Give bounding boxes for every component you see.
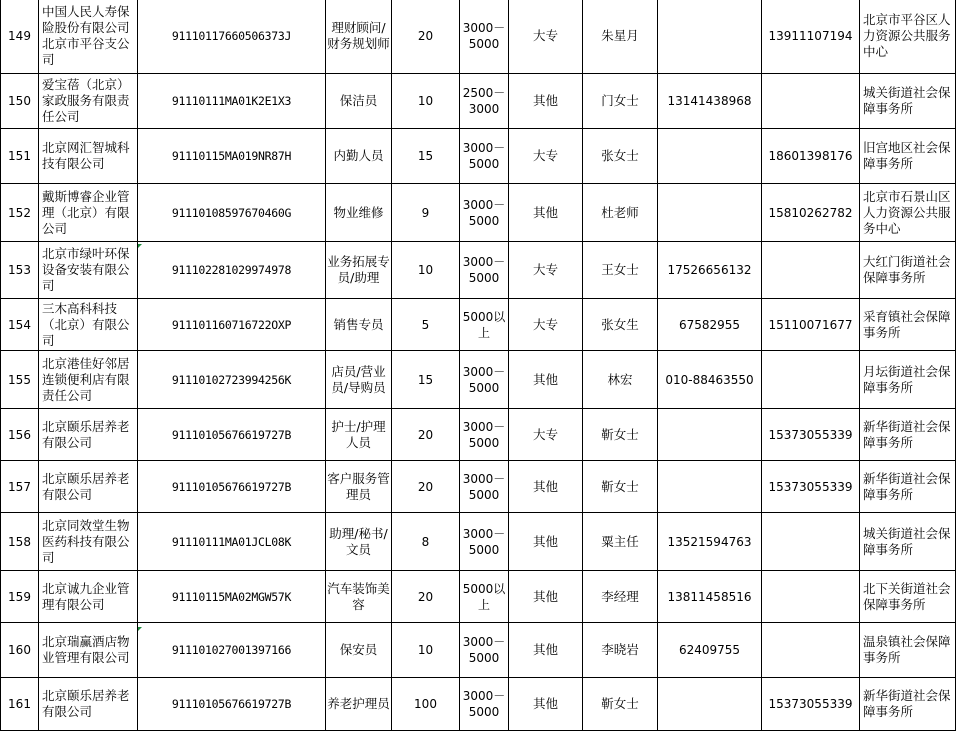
headcount-cell[interactable]: 10	[392, 242, 460, 299]
headcount-cell[interactable]: 5	[392, 299, 460, 351]
service-office-cell[interactable]: 新华街道社会保障事务所	[860, 409, 956, 461]
phone-cell[interactable]	[658, 409, 762, 461]
position-cell[interactable]: 销售专员	[326, 299, 392, 351]
education-cell[interactable]: 其他	[509, 74, 583, 129]
credit-code-cell[interactable]: 91110111MA01JCL08K	[138, 513, 326, 571]
credit-code-cell[interactable]: 911102281029974978	[138, 242, 326, 299]
company-name-cell[interactable]: 北京颐乐居养老有限公司	[39, 409, 138, 461]
contact-person-cell[interactable]: 门女士	[583, 74, 658, 129]
company-name-cell[interactable]: 北京港佳好邻居连锁便利店有限责任公司	[39, 351, 138, 409]
service-office-cell[interactable]: 大红门街道社会保障事务所	[860, 242, 956, 299]
headcount-cell[interactable]: 10	[392, 74, 460, 129]
credit-code-cell[interactable]: 91110115MA02MGW57K	[138, 571, 326, 623]
credit-code-cell[interactable]: 911101027001397166	[138, 623, 326, 678]
table-row	[1, 242, 956, 299]
company-name-cell[interactable]: 中国人民人寿保险股份有限公司北京市平谷支公司	[39, 0, 138, 74]
cell-comment-marker	[138, 244, 142, 248]
company-name-cell[interactable]: 北京颐乐居养老有限公司	[39, 678, 138, 731]
table-row	[1, 299, 956, 351]
education-cell[interactable]: 大专	[509, 242, 583, 299]
position-cell[interactable]: 保安员	[326, 623, 392, 678]
mobile-cell[interactable]: 15373055339	[762, 461, 860, 513]
contact-person-cell[interactable]: 靳女士	[583, 409, 658, 461]
salary-cell[interactable]: 5000以上	[460, 571, 509, 623]
mobile-cell[interactable]	[762, 623, 860, 678]
salary-cell[interactable]: 3000－5000	[460, 678, 509, 731]
row-number-cell[interactable]: 158	[1, 513, 39, 571]
table-row	[1, 571, 956, 623]
credit-code-cell[interactable]: 91110105676619727B	[138, 678, 326, 731]
service-office-cell[interactable]: 北京市石景山区人力资源公共服务中心	[860, 184, 956, 242]
education-cell[interactable]: 大专	[509, 299, 583, 351]
table-row	[1, 184, 956, 242]
headcount-cell[interactable]: 100	[392, 678, 460, 731]
education-cell[interactable]: 其他	[509, 678, 583, 731]
salary-cell[interactable]: 3000－5000	[460, 184, 509, 242]
row-number-cell[interactable]: 152	[1, 184, 39, 242]
table-row	[1, 461, 956, 513]
position-cell[interactable]: 养老护理员	[326, 678, 392, 731]
phone-cell[interactable]	[658, 461, 762, 513]
service-office-cell[interactable]: 新华街道社会保障事务所	[860, 678, 956, 731]
table-row	[1, 678, 956, 731]
phone-cell[interactable]: 67582955	[658, 299, 762, 351]
row-number-cell[interactable]: 155	[1, 351, 39, 409]
mobile-cell[interactable]	[762, 513, 860, 571]
education-cell[interactable]: 其他	[509, 571, 583, 623]
salary-cell[interactable]: 2500－3000	[460, 74, 509, 129]
company-name-cell[interactable]: 三木高科科技（北京）有限公司	[39, 299, 138, 351]
row-number-cell[interactable]: 150	[1, 74, 39, 129]
salary-cell[interactable]: 3000－5000	[460, 461, 509, 513]
credit-code-cell[interactable]: 91110117660506373J	[138, 0, 326, 74]
mobile-cell[interactable]: 15110071677	[762, 299, 860, 351]
education-cell[interactable]: 其他	[509, 461, 583, 513]
credit-code-cell[interactable]: 911101160716722OXP	[138, 299, 326, 351]
contact-person-cell[interactable]: 粟主任	[583, 513, 658, 571]
table-row	[1, 351, 956, 409]
headcount-cell[interactable]: 20	[392, 571, 460, 623]
position-cell[interactable]: 业务拓展专员/助理	[326, 242, 392, 299]
phone-cell[interactable]: 62409755	[658, 623, 762, 678]
table-row	[1, 129, 956, 184]
contact-person-cell[interactable]: 张女士	[583, 129, 658, 184]
contact-person-cell[interactable]: 林宏	[583, 351, 658, 409]
row-number-cell[interactable]: 154	[1, 299, 39, 351]
headcount-cell[interactable]: 8	[392, 513, 460, 571]
credit-code-cell[interactable]: 91110105676619727B	[138, 409, 326, 461]
salary-cell[interactable]: 3000－5000	[460, 623, 509, 678]
headcount-cell[interactable]: 20	[392, 0, 460, 74]
table-row	[1, 74, 956, 129]
salary-cell[interactable]: 3000－5000	[460, 129, 509, 184]
contact-person-cell[interactable]: 靳女士	[583, 678, 658, 731]
company-name-cell[interactable]: 北京诚九企业管理有限公司	[39, 571, 138, 623]
salary-cell[interactable]: 3000－5000	[460, 409, 509, 461]
row-number-cell[interactable]: 161	[1, 678, 39, 731]
phone-cell[interactable]	[658, 678, 762, 731]
contact-person-cell[interactable]: 朱星月	[583, 0, 658, 74]
table-body	[1, 0, 956, 731]
phone-cell[interactable]: 010-88463550	[658, 351, 762, 409]
company-name-cell[interactable]: 戴斯博睿企业管理（北京）有限公司	[39, 184, 138, 242]
table-row	[1, 513, 956, 571]
company-name-cell[interactable]: 北京市绿叶环保设备安装有限公司	[39, 242, 138, 299]
headcount-cell[interactable]: 10	[392, 623, 460, 678]
phone-cell[interactable]: 13141438968	[658, 74, 762, 129]
contact-person-cell[interactable]: 张女生	[583, 299, 658, 351]
education-cell[interactable]: 其他	[509, 623, 583, 678]
education-cell[interactable]: 其他	[509, 351, 583, 409]
company-name-cell[interactable]: 北京同效堂生物医药科技有限公司	[39, 513, 138, 571]
education-cell[interactable]: 其他	[509, 184, 583, 242]
service-office-cell[interactable]: 城关街道社会保障事务所	[860, 513, 956, 571]
position-cell[interactable]: 助理/秘书/文员	[326, 513, 392, 571]
credit-code-cell[interactable]: 91110115MA019NR87H	[138, 129, 326, 184]
row-number-cell[interactable]: 160	[1, 623, 39, 678]
credit-code-cell[interactable]: 91110105676619727B	[138, 461, 326, 513]
mobile-cell[interactable]: 18601398176	[762, 129, 860, 184]
service-office-cell[interactable]: 旧宫地区社会保障事务所	[860, 129, 956, 184]
contact-person-cell[interactable]: 李晓岩	[583, 623, 658, 678]
salary-cell[interactable]: 3000－5000	[460, 0, 509, 74]
mobile-cell[interactable]	[762, 351, 860, 409]
phone-cell[interactable]	[658, 184, 762, 242]
table-row	[1, 623, 956, 678]
position-cell[interactable]: 理财顾问/财务规划师	[326, 0, 392, 74]
row-number-cell[interactable]: 153	[1, 242, 39, 299]
mobile-cell[interactable]	[762, 571, 860, 623]
headcount-cell[interactable]: 15	[392, 351, 460, 409]
cell-comment-marker	[138, 627, 142, 631]
row-number-cell[interactable]: 156	[1, 409, 39, 461]
salary-cell[interactable]: 5000以上	[460, 299, 509, 351]
salary-cell[interactable]: 3000－5000	[460, 351, 509, 409]
education-cell[interactable]: 大专	[509, 409, 583, 461]
contact-person-cell[interactable]: 李经理	[583, 571, 658, 623]
table-row	[1, 409, 956, 461]
position-cell[interactable]: 保洁员	[326, 74, 392, 129]
contact-person-cell[interactable]: 靳女士	[583, 461, 658, 513]
mobile-cell[interactable]: 15373055339	[762, 409, 860, 461]
mobile-cell[interactable]	[762, 74, 860, 129]
service-office-cell[interactable]: 温泉镇社会保障事务所	[860, 623, 956, 678]
position-cell[interactable]: 店员/营业员/导购员	[326, 351, 392, 409]
position-cell[interactable]: 物业维修	[326, 184, 392, 242]
company-name-cell[interactable]: 北京颐乐居养老有限公司	[39, 461, 138, 513]
phone-cell[interactable]	[658, 129, 762, 184]
mobile-cell[interactable]	[762, 242, 860, 299]
education-cell[interactable]: 大专	[509, 0, 583, 74]
service-office-cell[interactable]: 新华街道社会保障事务所	[860, 461, 956, 513]
service-office-cell[interactable]: 北下关街道社会保障事务所	[860, 571, 956, 623]
contact-person-cell[interactable]: 杜老师	[583, 184, 658, 242]
headcount-cell[interactable]: 15	[392, 129, 460, 184]
service-office-cell[interactable]: 月坛街道社会保障事务所	[860, 351, 956, 409]
salary-cell[interactable]: 3000－5000	[460, 242, 509, 299]
credit-code-cell[interactable]: 91110102723994256K	[138, 351, 326, 409]
row-number-cell[interactable]: 149	[1, 0, 39, 74]
company-name-cell[interactable]: 爱宝蓓（北京）家政服务有限责任公司	[39, 74, 138, 129]
credit-code-cell[interactable]: 91110111MA01K2E1X3	[138, 74, 326, 129]
headcount-cell[interactable]: 20	[392, 461, 460, 513]
position-cell[interactable]: 护士/护理人员	[326, 409, 392, 461]
mobile-cell[interactable]: 15810262782	[762, 184, 860, 242]
phone-cell[interactable]	[658, 0, 762, 74]
row-number-cell[interactable]: 157	[1, 461, 39, 513]
phone-cell[interactable]: 17526656132	[658, 242, 762, 299]
headcount-cell[interactable]: 9	[392, 184, 460, 242]
company-name-cell[interactable]: 北京瑞赢酒店物业管理有限公司	[39, 623, 138, 678]
phone-cell[interactable]: 13811458516	[658, 571, 762, 623]
row-number-cell[interactable]: 151	[1, 129, 39, 184]
credit-code-cell[interactable]: 91110108597670460G	[138, 184, 326, 242]
service-office-cell[interactable]: 北京市平谷区人力资源公共服务中心	[860, 0, 956, 74]
contact-person-cell[interactable]: 王女士	[583, 242, 658, 299]
position-cell[interactable]: 客户服务管理员	[326, 461, 392, 513]
mobile-cell[interactable]: 13911107194	[762, 0, 860, 74]
phone-cell[interactable]: 13521594763	[658, 513, 762, 571]
headcount-cell[interactable]: 20	[392, 409, 460, 461]
row-number-cell[interactable]: 159	[1, 571, 39, 623]
salary-cell[interactable]: 3000－5000	[460, 513, 509, 571]
service-office-cell[interactable]: 城关街道社会保障事务所	[860, 74, 956, 129]
position-cell[interactable]: 内勤人员	[326, 129, 392, 184]
service-office-cell[interactable]: 采育镇社会保障事务所	[860, 299, 956, 351]
mobile-cell[interactable]: 15373055339	[762, 678, 860, 731]
education-cell[interactable]: 其他	[509, 513, 583, 571]
company-name-cell[interactable]: 北京网汇智城科技有限公司	[39, 129, 138, 184]
table-row	[1, 0, 956, 74]
position-cell[interactable]: 汽车装饰美容	[326, 571, 392, 623]
education-cell[interactable]: 大专	[509, 129, 583, 184]
